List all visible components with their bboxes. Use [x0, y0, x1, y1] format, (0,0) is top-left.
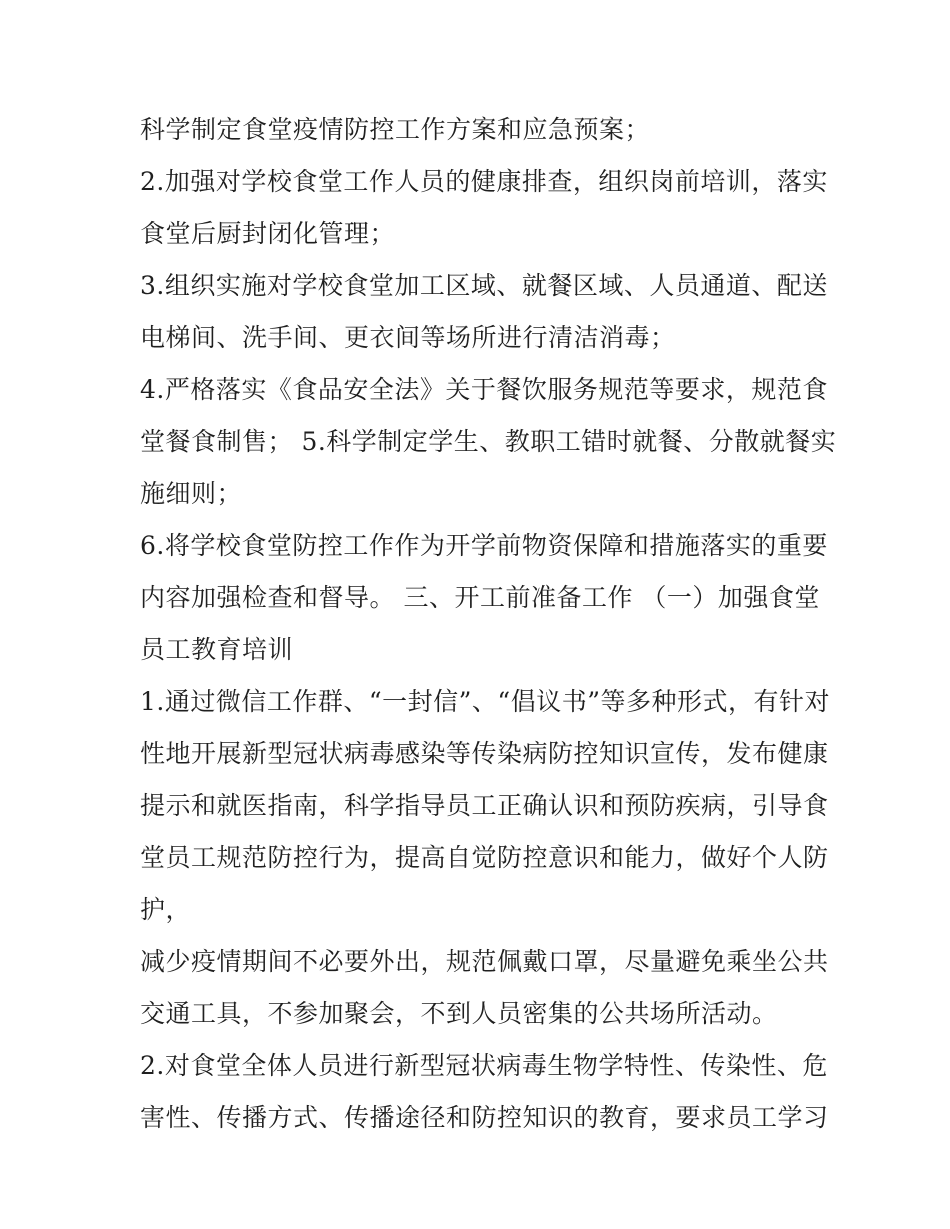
text-line: 施细则； [140, 479, 243, 508]
text-line: 堂员工规范防控行为，提高自觉防控意识和能力，做好个人防 [140, 843, 829, 872]
text-line: 6.将学校食堂防控工作作为开学前物资保障和措施落实的重要 [140, 531, 828, 560]
document-body [140, 104, 837, 1144]
text-line: 内容加强检查和督导。 三、开工前准备工作 （一）加强食堂 [140, 583, 820, 612]
text-line: 科学制定食堂疫情防控工作方案和应急预案； [140, 115, 651, 144]
text-line: 减少疫情期间不必要外出，规范佩戴口罩，尽量避免乘坐公共 [140, 947, 829, 976]
text-line: 电梯间、洗手间、更衣间等场所进行清洁消毒； [140, 323, 676, 352]
text-line: 性地开展新型冠状病毒感染等传染病防控知识宣传，发布健康 [140, 739, 829, 768]
text-line: 交通工具，不参加聚会，不到人员密集的公共场所活动。 [140, 999, 778, 1028]
text-line: 3.组织实施对学校食堂加工区域、就餐区域、人员通道、配送 [140, 271, 828, 300]
text-line: 提示和就医指南，科学指导员工正确认识和预防疾病，引导食 [140, 791, 829, 820]
text-line: 食堂后厨封闭化管理； [140, 219, 396, 248]
text-line: 堂餐食制售； 5.科学制定学生、教职工错时就餐、分散就餐实 [140, 427, 837, 456]
text-line: 2.对食堂全体人员进行新型冠状病毒生物学特性、传染性、危 [140, 1051, 828, 1080]
text-line: 害性、传播方式、传播途径和防控知识的教育，要求员工学习 [140, 1103, 829, 1132]
text-line: 护， [140, 895, 192, 924]
text-line: 2.加强对学校食堂工作人员的健康排查，组织岗前培训，落实 [140, 167, 828, 196]
text-line: 员工教育培训 [140, 635, 294, 664]
text-line: 4.严格落实《食品安全法》关于餐饮服务规范等要求，规范食 [140, 375, 828, 404]
text-line: 1.通过微信工作群、“一封信”、“倡议书”等多种形式，有针对 [140, 687, 830, 716]
